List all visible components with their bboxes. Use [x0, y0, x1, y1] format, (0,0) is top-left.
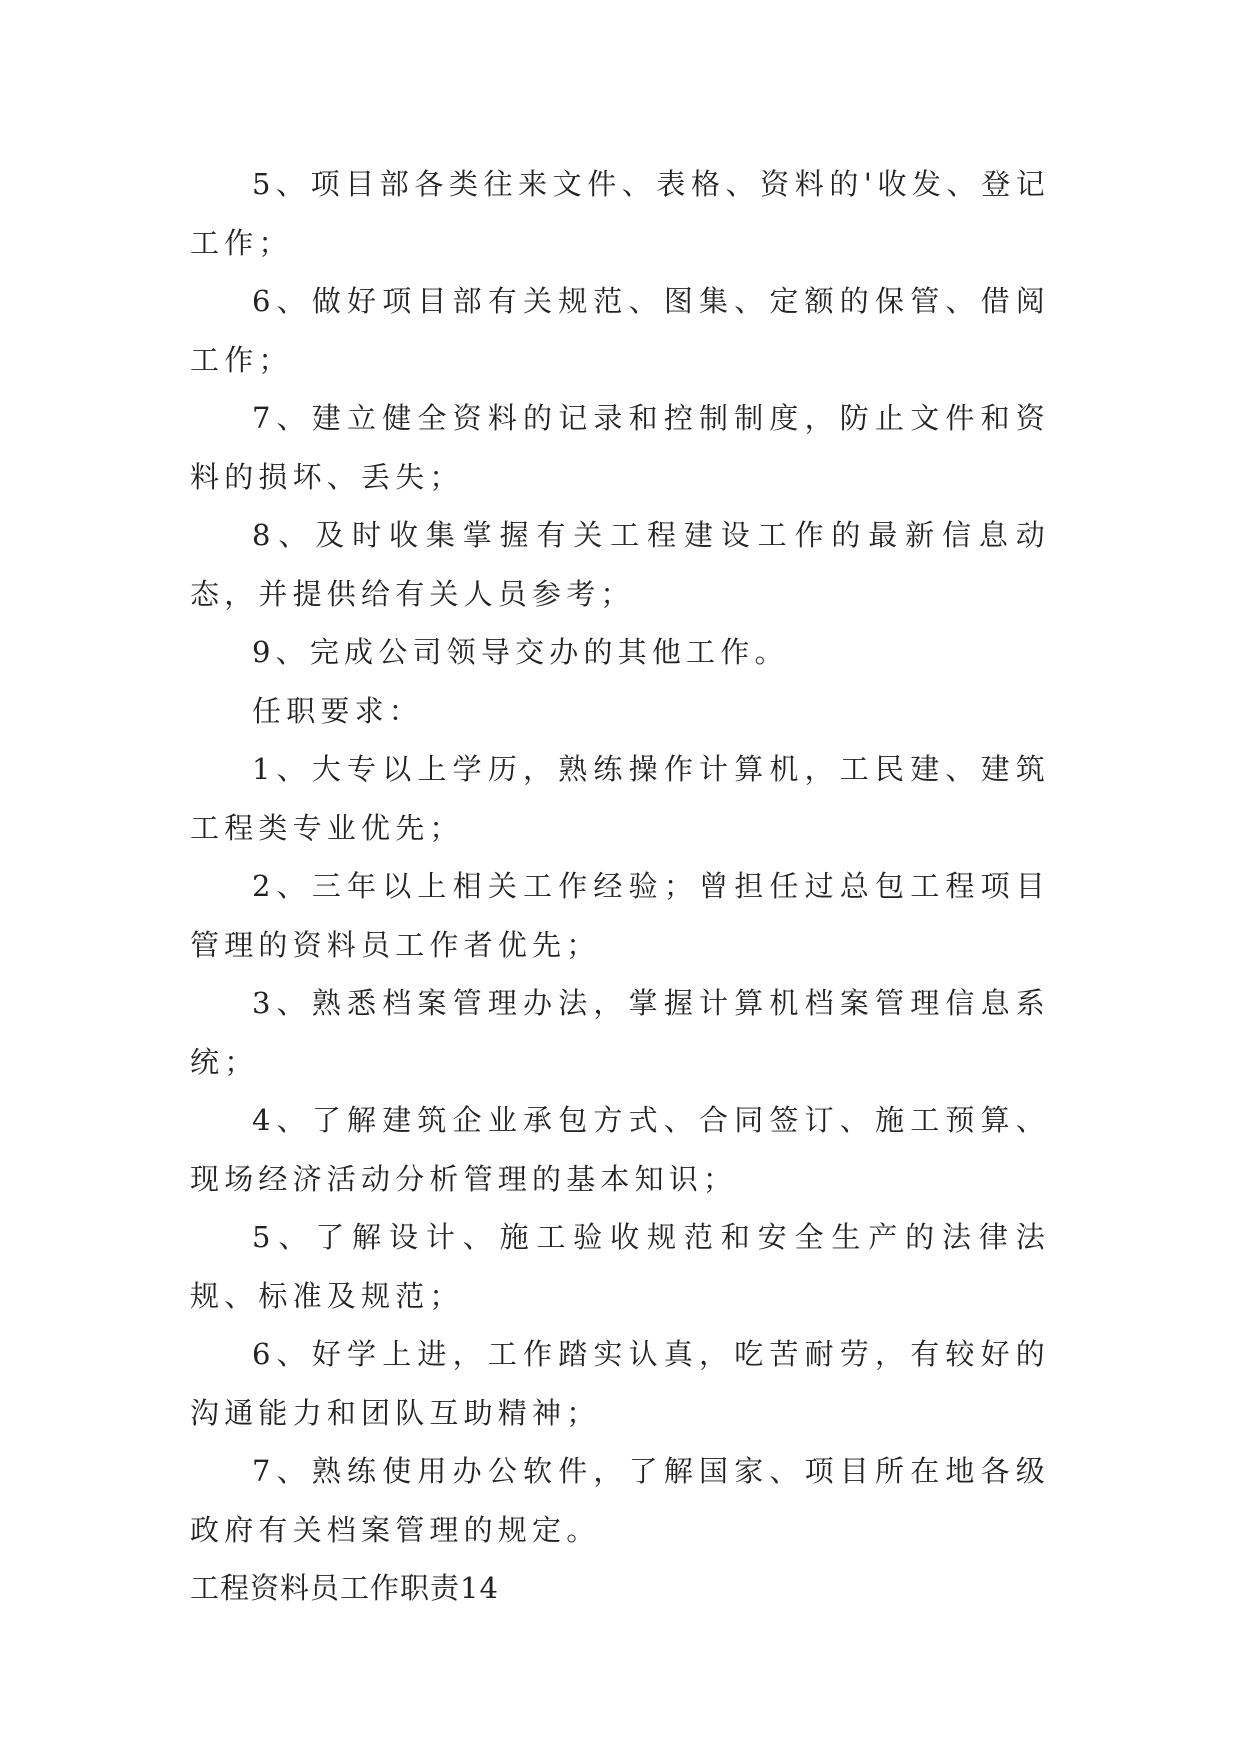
paragraph-requirement-6: 6、好学上进，工作踏实认真，吃苦耐劳，有较好的沟通能力和团队互助精神；	[190, 1337, 1050, 1430]
requirements-label: 任职要求：	[252, 693, 424, 728]
paragraph-duty-5: 5、项目部各类往来文件、表格、资料的'收发、登记工作；	[190, 167, 1050, 260]
paragraph-requirement-5: 5、了解设计、施工验收规范和安全生产的法律法规、标准及规范；	[190, 1220, 1050, 1313]
paragraph-requirement-7: 7、熟练使用办公软件，了解国家、项目所在地各级政府有关档案管理的规定。	[190, 1454, 1050, 1547]
paragraph-duty-6: 6、做好项目部有关规范、图集、定额的保管、借阅工作；	[190, 284, 1050, 377]
paragraph-duty-7: 7、建立健全资料的记录和控制制度，防止文件和资料的损坏、丢失；	[190, 401, 1050, 494]
paragraph-requirement-2: 2、三年以上相关工作经验；曾担任过总包工程项目管理的资料员工作者优先；	[190, 869, 1050, 962]
paragraph-requirement-3: 3、熟悉档案管理办法，掌握计算机档案管理信息系统；	[190, 986, 1050, 1079]
section-heading: 工程资料员工作职责14	[190, 1571, 499, 1605]
paragraph-requirement-4: 4、了解建筑企业承包方式、合同签订、施工预算、现场经济活动分析管理的基本知识；	[190, 1103, 1050, 1196]
paragraph-duty-9: 9、完成公司领导交办的其他工作。	[252, 635, 789, 669]
document-body	[190, 155, 1050, 1618]
paragraph-duty-8: 8、及时收集掌握有关工程建设工作的最新信息动态，并提供给有关人员参考；	[190, 518, 1050, 611]
paragraph-requirement-1: 1、大专以上学历，熟练操作计算机，工民建、建筑工程类专业优先；	[190, 752, 1050, 845]
